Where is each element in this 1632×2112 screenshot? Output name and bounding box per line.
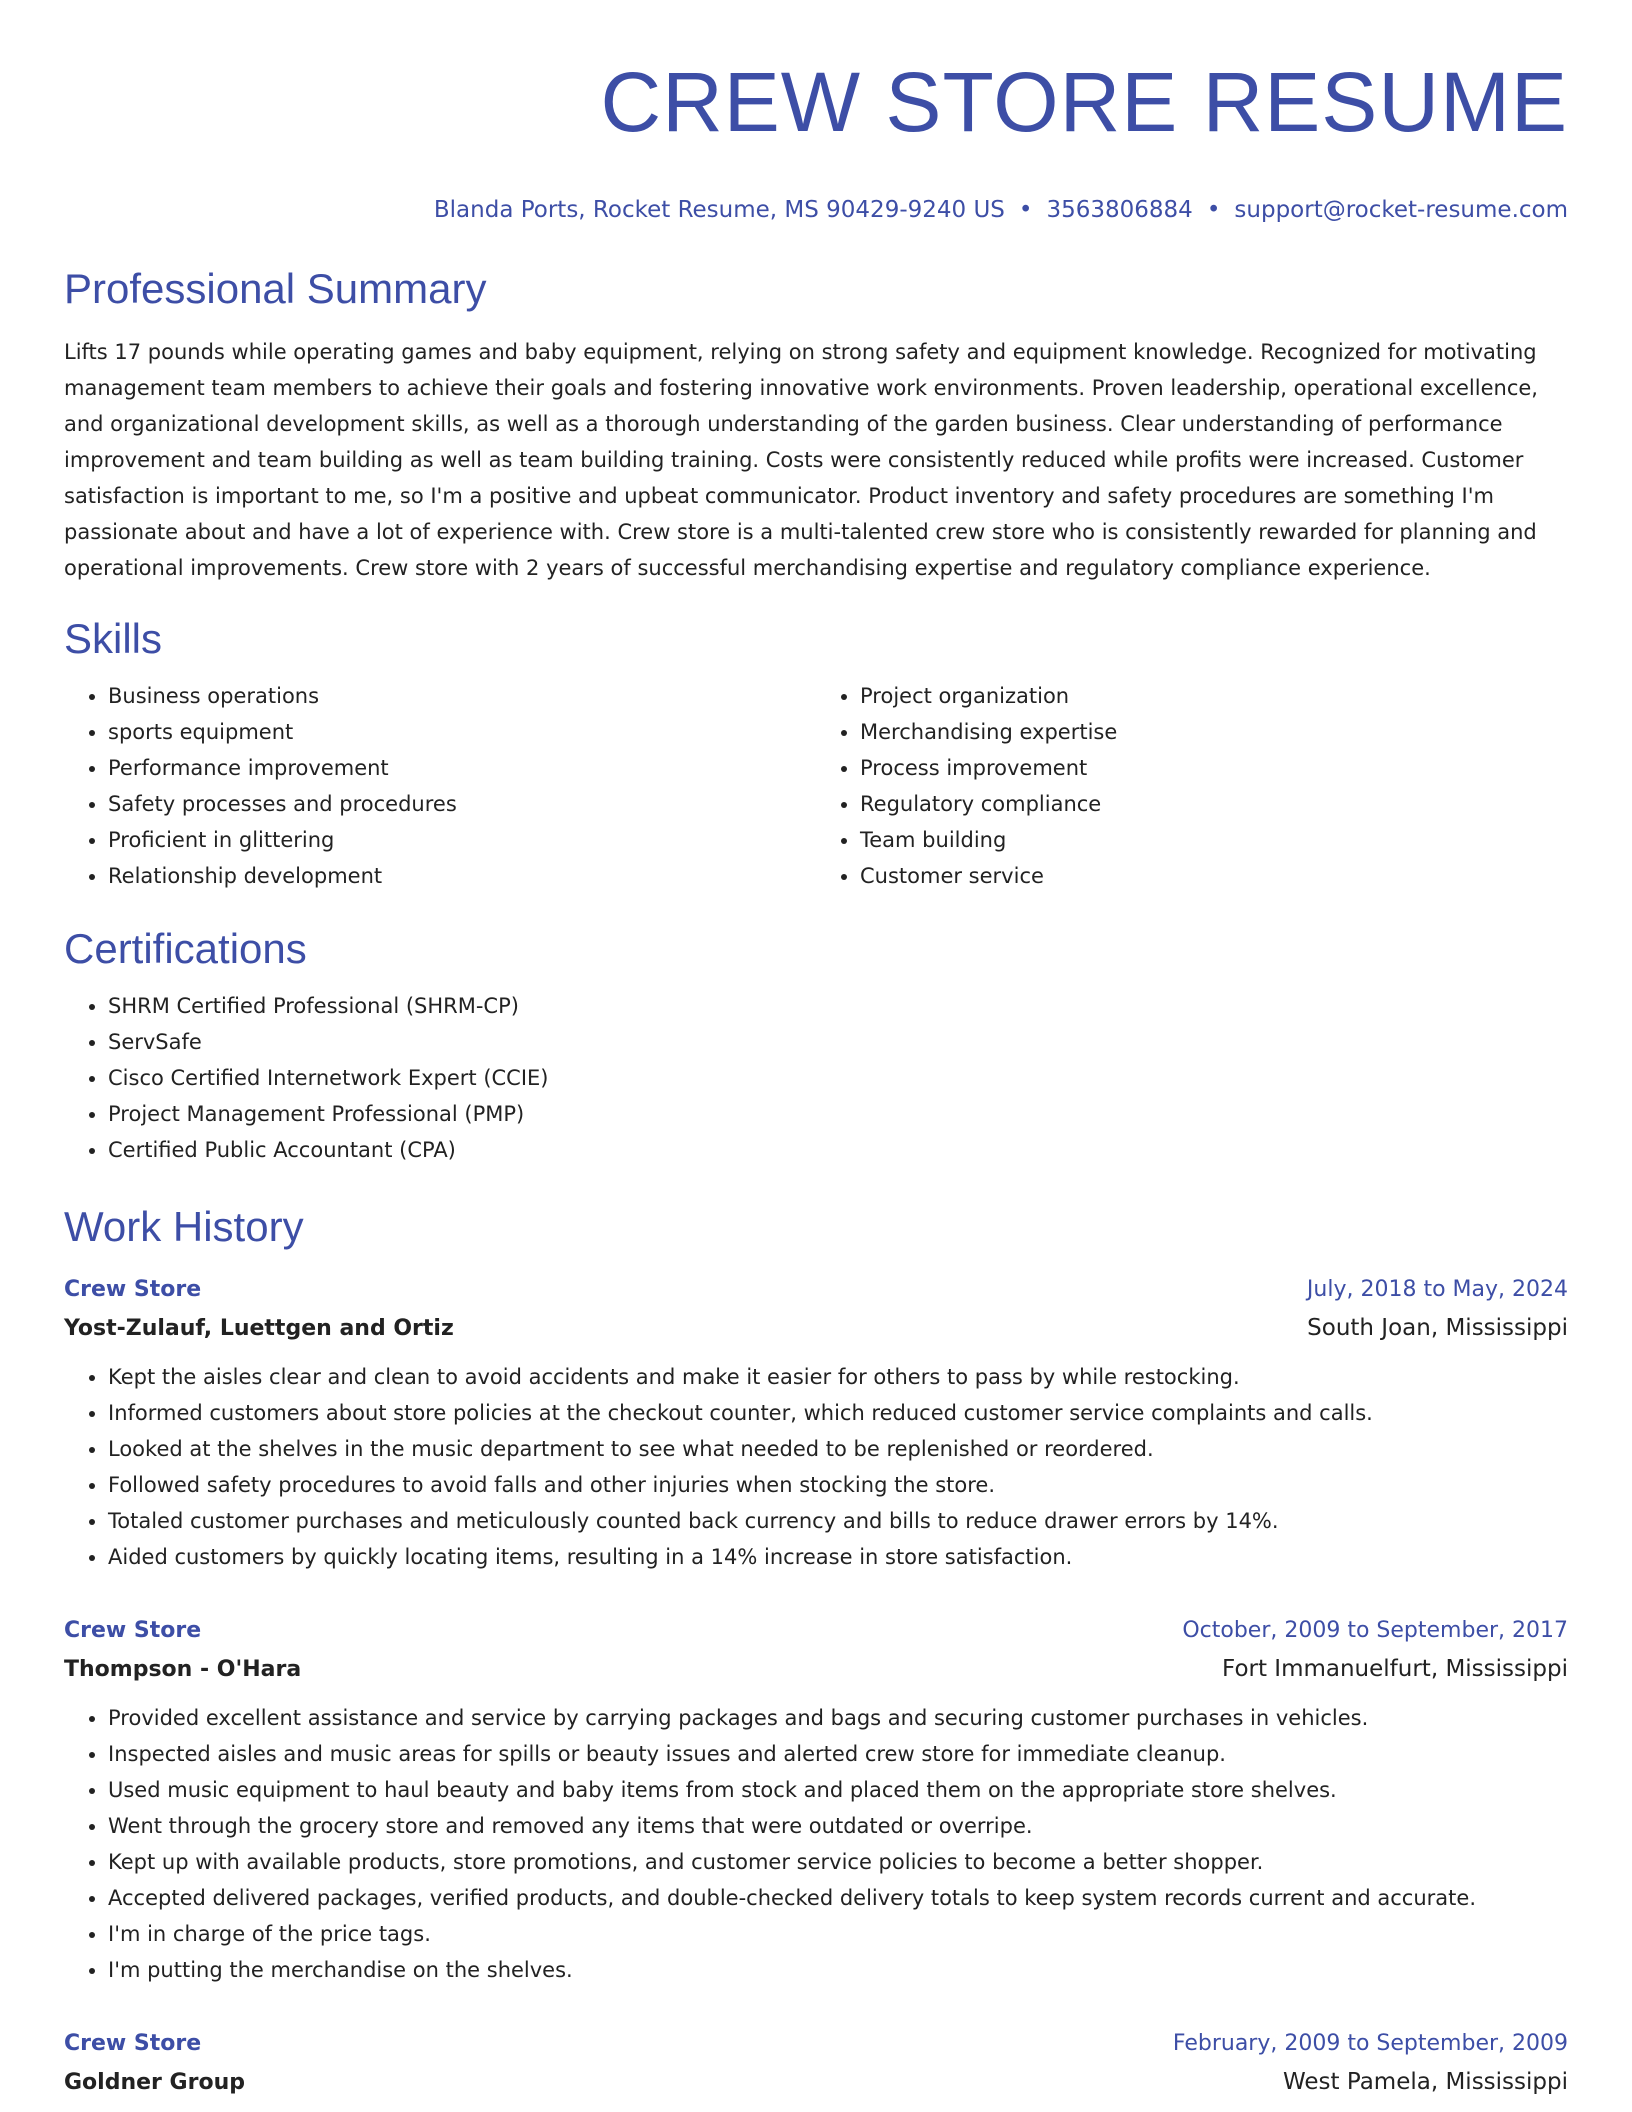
job-company-row [64, 2062, 1568, 2103]
job-bullet: • I'm in charge of the price tags. [108, 1916, 1568, 1952]
skill-item: • Project organization [860, 678, 1568, 714]
job-bullets [64, 1700, 1568, 1988]
job-bullet: • Informed customers about store policies at the checkout counter, which reduced customer service complaints and calls. [108, 1395, 1568, 1431]
job-bullets [64, 1359, 1568, 1575]
summary-text: Lifts 17 pounds while operating games and baby equipment, relying on strong safety and equipment knowledge. Recognized for motivating management team members to achieve their goals and fostering innovative work environments. Proven leadership, operational excellence, and organizational development skills, as well as a thorough understanding of the garden business. Clear understanding of performance improvement and team building as well as team building training. Costs were consistently reduced while profits were increased. Customer satisfaction is important to me, so I'm a positive and upbeat communicator. Product inventory and safety procedures are something I'm passionate about and have a lot of experience with. Crew store is a multi-talented crew store who is consistently rewarded for planning and operational improvements. Crew store with 2 years of successful merchandising expertise and regulatory compliance experience. [64, 340, 1538, 580]
skill-item: • Team building [860, 822, 1568, 858]
certification-item: • SHRM Certified Professional (SHRM-CP) [108, 988, 1568, 1024]
job-title-row [64, 1272, 1568, 1308]
skills-list-left [64, 678, 816, 894]
job-entry [64, 2026, 1568, 2103]
job-bullet: • I'm putting the merchandise on the shelves. [108, 1952, 1568, 1988]
summary-section [64, 264, 1568, 586]
skill-item: • Process improvement [860, 750, 1568, 786]
summary-heading: Professional Summary [64, 265, 487, 312]
work-history-section [64, 1202, 1568, 2103]
job-bullet: • Totaled customer purchases and meticulously counted back currency and bills to reduce drawer errors by 14%. [108, 1503, 1568, 1539]
work-history-heading: Work History [64, 1203, 304, 1250]
job-location: Fort Immanuelfurt, Mississippi [1222, 1656, 1568, 1682]
skill-item: • Regulatory compliance [860, 786, 1568, 822]
job-bullet: • Kept up with available products, store promotions, and customer service policies to become a better shopper. [108, 1844, 1568, 1880]
job-company: Thompson - O'Hara [64, 1657, 302, 1682]
job-bullet: • Aided customers by quickly locating items, resulting in a 14% increase in store satisfaction. [108, 1539, 1568, 1575]
contact-line [64, 194, 1568, 226]
job-dates: February, 2009 to September, 2009 [1172, 2031, 1568, 2056]
certification-item: • Certified Public Accountant (CPA) [108, 1132, 1568, 1168]
skills-list-right [816, 678, 1568, 894]
job-location: West Pamela, Mississippi [1283, 2069, 1568, 2095]
skill-item: • Safety processes and procedures [108, 786, 816, 822]
skill-item: • sports equipment [108, 714, 816, 750]
job-title-row [64, 1613, 1568, 1649]
skills-columns [64, 678, 1568, 894]
skill-item: • Performance improvement [108, 750, 816, 786]
job-title: Crew Store [64, 1618, 202, 1643]
skills-section [64, 614, 1568, 894]
job-company-row [64, 1649, 1568, 1690]
certifications-list [64, 988, 1568, 1168]
contact-separator: • [1018, 197, 1033, 223]
job-bullet: • Looked at the shelves in the music department to see what needed to be replenished or reordered. [108, 1431, 1568, 1467]
job-bullet: • Provided excellent assistance and service by carrying packages and bags and securing customer purchases in vehicles. [108, 1700, 1568, 1736]
certifications-section [64, 924, 1568, 1168]
certification-item: • ServSafe [108, 1024, 1568, 1060]
skill-item: • Merchandising expertise [860, 714, 1568, 750]
job-entry [64, 1272, 1568, 1575]
job-dates: October, 2009 to September, 2017 [1182, 1618, 1568, 1643]
resume-header [64, 0, 1568, 226]
certification-item: • Project Management Professional (PMP) [108, 1096, 1568, 1132]
job-bullet: • Used music equipment to haul beauty and baby items from stock and placed them on the appropriate store shelves. [108, 1772, 1568, 1808]
skills-heading: Skills [64, 615, 163, 662]
job-title: Crew Store [64, 2031, 202, 2056]
job-title-row [64, 2026, 1568, 2062]
job-dates: July, 2018 to May, 2024 [1306, 1277, 1568, 1302]
job-company: Goldner Group [64, 2070, 245, 2095]
certification-item: • Cisco Certified Internetwork Expert (CCIE) [108, 1060, 1568, 1096]
contact-phone: 3563806884 [1046, 197, 1193, 223]
job-bullet: • Kept the aisles clear and clean to avoid accidents and make it easier for others to pass by while restocking. [108, 1359, 1568, 1395]
job-company: Yost-Zulauf, Luettgen and Ortiz [64, 1316, 454, 1341]
skill-item: • Proficient in glittering [108, 822, 816, 858]
certifications-heading: Certifications [64, 925, 307, 972]
job-entry [64, 1613, 1568, 1988]
skill-item: • Business operations [108, 678, 816, 714]
skill-item: • Relationship development [108, 858, 816, 894]
job-company-row [64, 1308, 1568, 1349]
contact-address: Blanda Ports, Rocket Resume, MS 90429-9240 US [433, 197, 1005, 223]
contact-email: support@rocket-resume.com [1234, 197, 1568, 223]
job-bullet: • Accepted delivered packages, verified products, and double-checked delivery totals to keep system records current and accurate. [108, 1880, 1568, 1916]
job-location: South Joan, Mississippi [1307, 1315, 1568, 1341]
skill-item: • Customer service [860, 858, 1568, 894]
resume-name: CREW STORE RESUME [600, 55, 1568, 149]
job-bullet: • Inspected aisles and music areas for spills or beauty issues and alerted crew store for immediate cleanup. [108, 1736, 1568, 1772]
job-bullet: • Followed safety procedures to avoid falls and other injuries when stocking the store. [108, 1467, 1568, 1503]
contact-separator: • [1206, 197, 1221, 223]
job-bullet: • Went through the grocery store and removed any items that were outdated or overripe. [108, 1808, 1568, 1844]
job-title: Crew Store [64, 1277, 202, 1302]
